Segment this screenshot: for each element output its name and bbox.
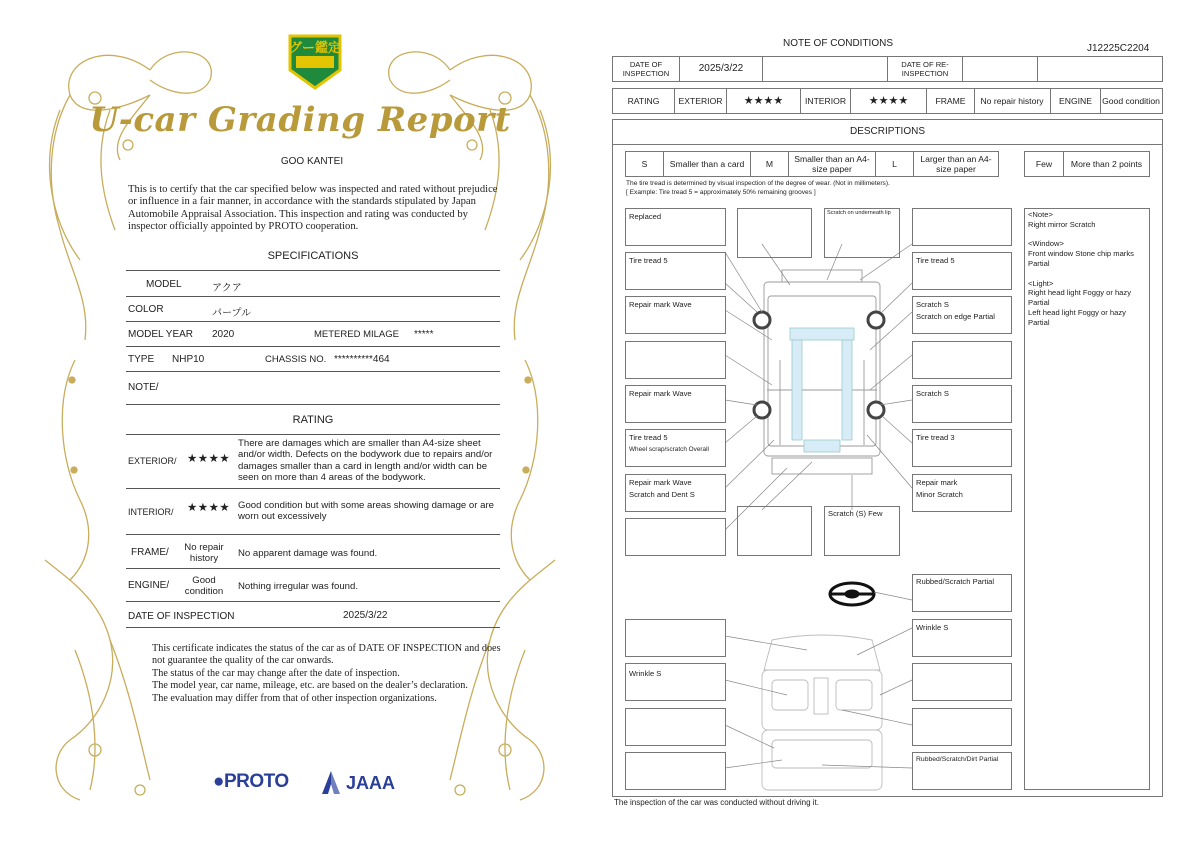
condition-label: Scratch on underneath lip (827, 210, 891, 216)
proto-logo-text: PROTO (223, 771, 289, 792)
condition-label: Rubbed/Scratch Partial (916, 577, 995, 586)
frame-value: No repair history (184, 542, 224, 565)
divider (126, 296, 500, 297)
conditions-title: NOTE OF CONDITIONS (783, 38, 893, 49)
condition-label: Rubbed/Scratch/Dirt Partial (916, 756, 999, 763)
divider (126, 568, 500, 569)
reinspection-label: DATE OF RE-INSPECTION (901, 60, 949, 78)
note-line (1028, 230, 1146, 240)
divider (126, 488, 500, 489)
divider (126, 601, 500, 602)
condition-box (625, 518, 726, 556)
date-of-inspection-label: DATE OF INSPECTION (128, 611, 235, 622)
frame-value: No repair history (980, 96, 1044, 106)
condition-label: Repair mark (916, 478, 958, 487)
engine-value: Good condition (184, 575, 224, 598)
proto-logo: ●PROTO (213, 771, 289, 792)
legend-m-desc: Smaller than an A4-size paper (794, 154, 870, 174)
interior-description: Good condition but with some areas showing damage or are worn out excessively (238, 500, 494, 523)
divider (126, 434, 500, 435)
condition-label: Wheel scrap/scratch Overall (629, 446, 709, 453)
exterior-stars: ★★★★ (743, 95, 784, 107)
date-label: DATE OF INSPECTION (622, 60, 670, 78)
condition-label: Tire tread 5 (629, 256, 668, 265)
engine-description: Nothing irregular was found. (238, 581, 358, 592)
footnote-line: The status of the car may change after the date of inspection. (152, 667, 400, 679)
jaaa-logo-icon (320, 770, 342, 796)
condition-label: Tire tread 5 (629, 433, 668, 442)
goo-kantei-badge (286, 30, 344, 92)
descriptions-heading: DESCRIPTIONS (849, 126, 925, 137)
footnote-line: This certificate indicates the status of the car as of DATE OF INSPECTION and does not guarantee the quality of the car onwards. (152, 643, 501, 667)
note-line: Right mirror Scratch (1028, 219, 1096, 229)
condition-box (912, 208, 1012, 246)
tire-example: [ Example: Tire tread 5 = approximately 50% remaining grooves ] (626, 189, 816, 196)
footnote-line: The evaluation may differ from that of other inspection organizations. (152, 692, 437, 704)
report-subtitle: GOO KANTEI (280, 156, 344, 167)
condition-label: Scratch S (916, 300, 949, 309)
report-id: J12225C2204 (1087, 43, 1150, 54)
note-line: <Note> (1028, 210, 1053, 219)
date-value: 2025/3/22 (698, 63, 744, 74)
condition-box (912, 341, 1012, 379)
legend-l: L (892, 159, 897, 169)
model-year-value: 2020 (212, 329, 235, 340)
condition-box (737, 208, 812, 258)
exterior-label: EXTERIOR (678, 96, 723, 106)
divider (126, 627, 500, 628)
type-label: TYPE (128, 354, 155, 365)
condition-box (625, 752, 726, 790)
report-title: U-car Grading Report (89, 100, 511, 140)
note-line: Right head light Foggy or hazy Partial (1028, 288, 1131, 308)
rating-label: RATING (627, 96, 660, 106)
frame-label: FRAME (935, 96, 966, 106)
date-of-inspection-value: 2025/3/22 (343, 610, 388, 621)
conditions-footer: The inspection of the car was conducted without driving it. (614, 798, 819, 807)
color-value: パープル (212, 308, 252, 319)
divider (126, 534, 500, 535)
type-value: NHP10 (172, 354, 205, 365)
legend-m: M (765, 159, 774, 169)
divider (126, 346, 500, 347)
legend-s-desc: Smaller than a card (669, 159, 745, 169)
engine-value: Good condition (1102, 96, 1160, 106)
condition-label: Scratch on edge Partial (916, 312, 995, 321)
note-line: Front window Stone chip marks Partial (1028, 249, 1134, 268)
condition-label: Repair mark Wave (629, 389, 692, 398)
interior-label: INTERIOR/ (128, 507, 174, 517)
divider (126, 321, 500, 322)
tire-note: The tire tread is determined by visual inspection of the degree of wear. (Not in millimeters). (626, 180, 890, 187)
condition-label: Repair mark Wave (629, 300, 692, 309)
condition-box (912, 708, 1012, 746)
condition-box (912, 663, 1012, 701)
engine-label: ENGINE/ (128, 580, 170, 591)
condition-label: Scratch (S) Few (828, 509, 883, 518)
note-label: NOTE/ (128, 382, 159, 393)
certificate-footnote (152, 643, 512, 705)
frame-description: No apparent damage was found. (238, 548, 378, 559)
condition-label: Replaced (629, 212, 662, 221)
interior-stars: ★★★★ (868, 95, 909, 107)
engine-label: ENGINE (1059, 96, 1092, 106)
condition-box (737, 506, 812, 556)
divider (126, 270, 500, 271)
frame-label: FRAME/ (131, 547, 169, 558)
color-label: COLOR (128, 304, 164, 315)
certificate-intro: This is to certify that the car specified below was inspected and rated without prejudice or influence in a fair manner, in accordance with the standards stipulated by Japan Automobile Appraisal Association. This inspection and rating was conducted by inspector officially appointed by PROTO cooperation. (128, 184, 498, 233)
badge-logo-text: グー鑑定 (288, 41, 342, 56)
note-line: Left head light Foggy or hazy Partial (1028, 307, 1126, 327)
model-value: アクア (212, 283, 242, 294)
condition-label: Tire tread 5 (916, 256, 955, 265)
chassis-label: CHASSIS NO. (265, 354, 327, 365)
notes-list (1028, 210, 1146, 328)
condition-box (625, 619, 726, 657)
note-line (1028, 269, 1146, 279)
exterior-stars: ★★★★ (187, 453, 231, 465)
condition-label: Minor Scratch (916, 490, 963, 499)
mileage-value: ***** (414, 329, 434, 340)
divider (126, 404, 500, 405)
condition-label: Repair mark Wave (629, 478, 692, 487)
condition-label: Tire tread 3 (916, 433, 955, 442)
condition-box (625, 341, 726, 379)
note-line: <Window> (1028, 239, 1064, 249)
interior-label: INTERIOR (804, 96, 847, 106)
condition-label: Scratch and Dent S (629, 490, 695, 499)
divider (126, 371, 500, 372)
legend-few: Few (1035, 159, 1053, 169)
condition-label: Wrinkle S (916, 623, 949, 632)
legend-few-desc: More than 2 points (1070, 159, 1143, 169)
mileage-label: METERED MILAGE (314, 329, 399, 340)
condition-box (625, 708, 726, 746)
footnote-line: The model year, car name, mileage, etc. are based on the dealer’s declaration. (152, 680, 468, 692)
legend-l-desc: Larger than an A4-size paper (920, 154, 992, 174)
interior-stars: ★★★★ (187, 502, 231, 514)
exterior-label: EXTERIOR/ (128, 456, 177, 466)
jaaa-logo-text: JAAA (346, 773, 396, 793)
model-year-label: MODEL YEAR (128, 329, 194, 340)
rating-heading: RATING (292, 414, 334, 426)
note-line: <Light> (1028, 278, 1054, 288)
exterior-description: There are damages which are smaller than A4-size sheet and/or width. Defects on the bodywork due to repairs and/or damages smaller than a card in length and/or width can be seen on more than 4 areas of the bodywork. (238, 438, 493, 484)
specifications-heading: SPECIFICATIONS (267, 250, 359, 262)
condition-label: Wrinkle S (629, 669, 662, 678)
condition-label: Scratch S (916, 389, 949, 398)
chassis-value: **********464 (334, 354, 390, 365)
legend-s: S (641, 159, 648, 169)
model-label: MODEL (146, 279, 182, 290)
